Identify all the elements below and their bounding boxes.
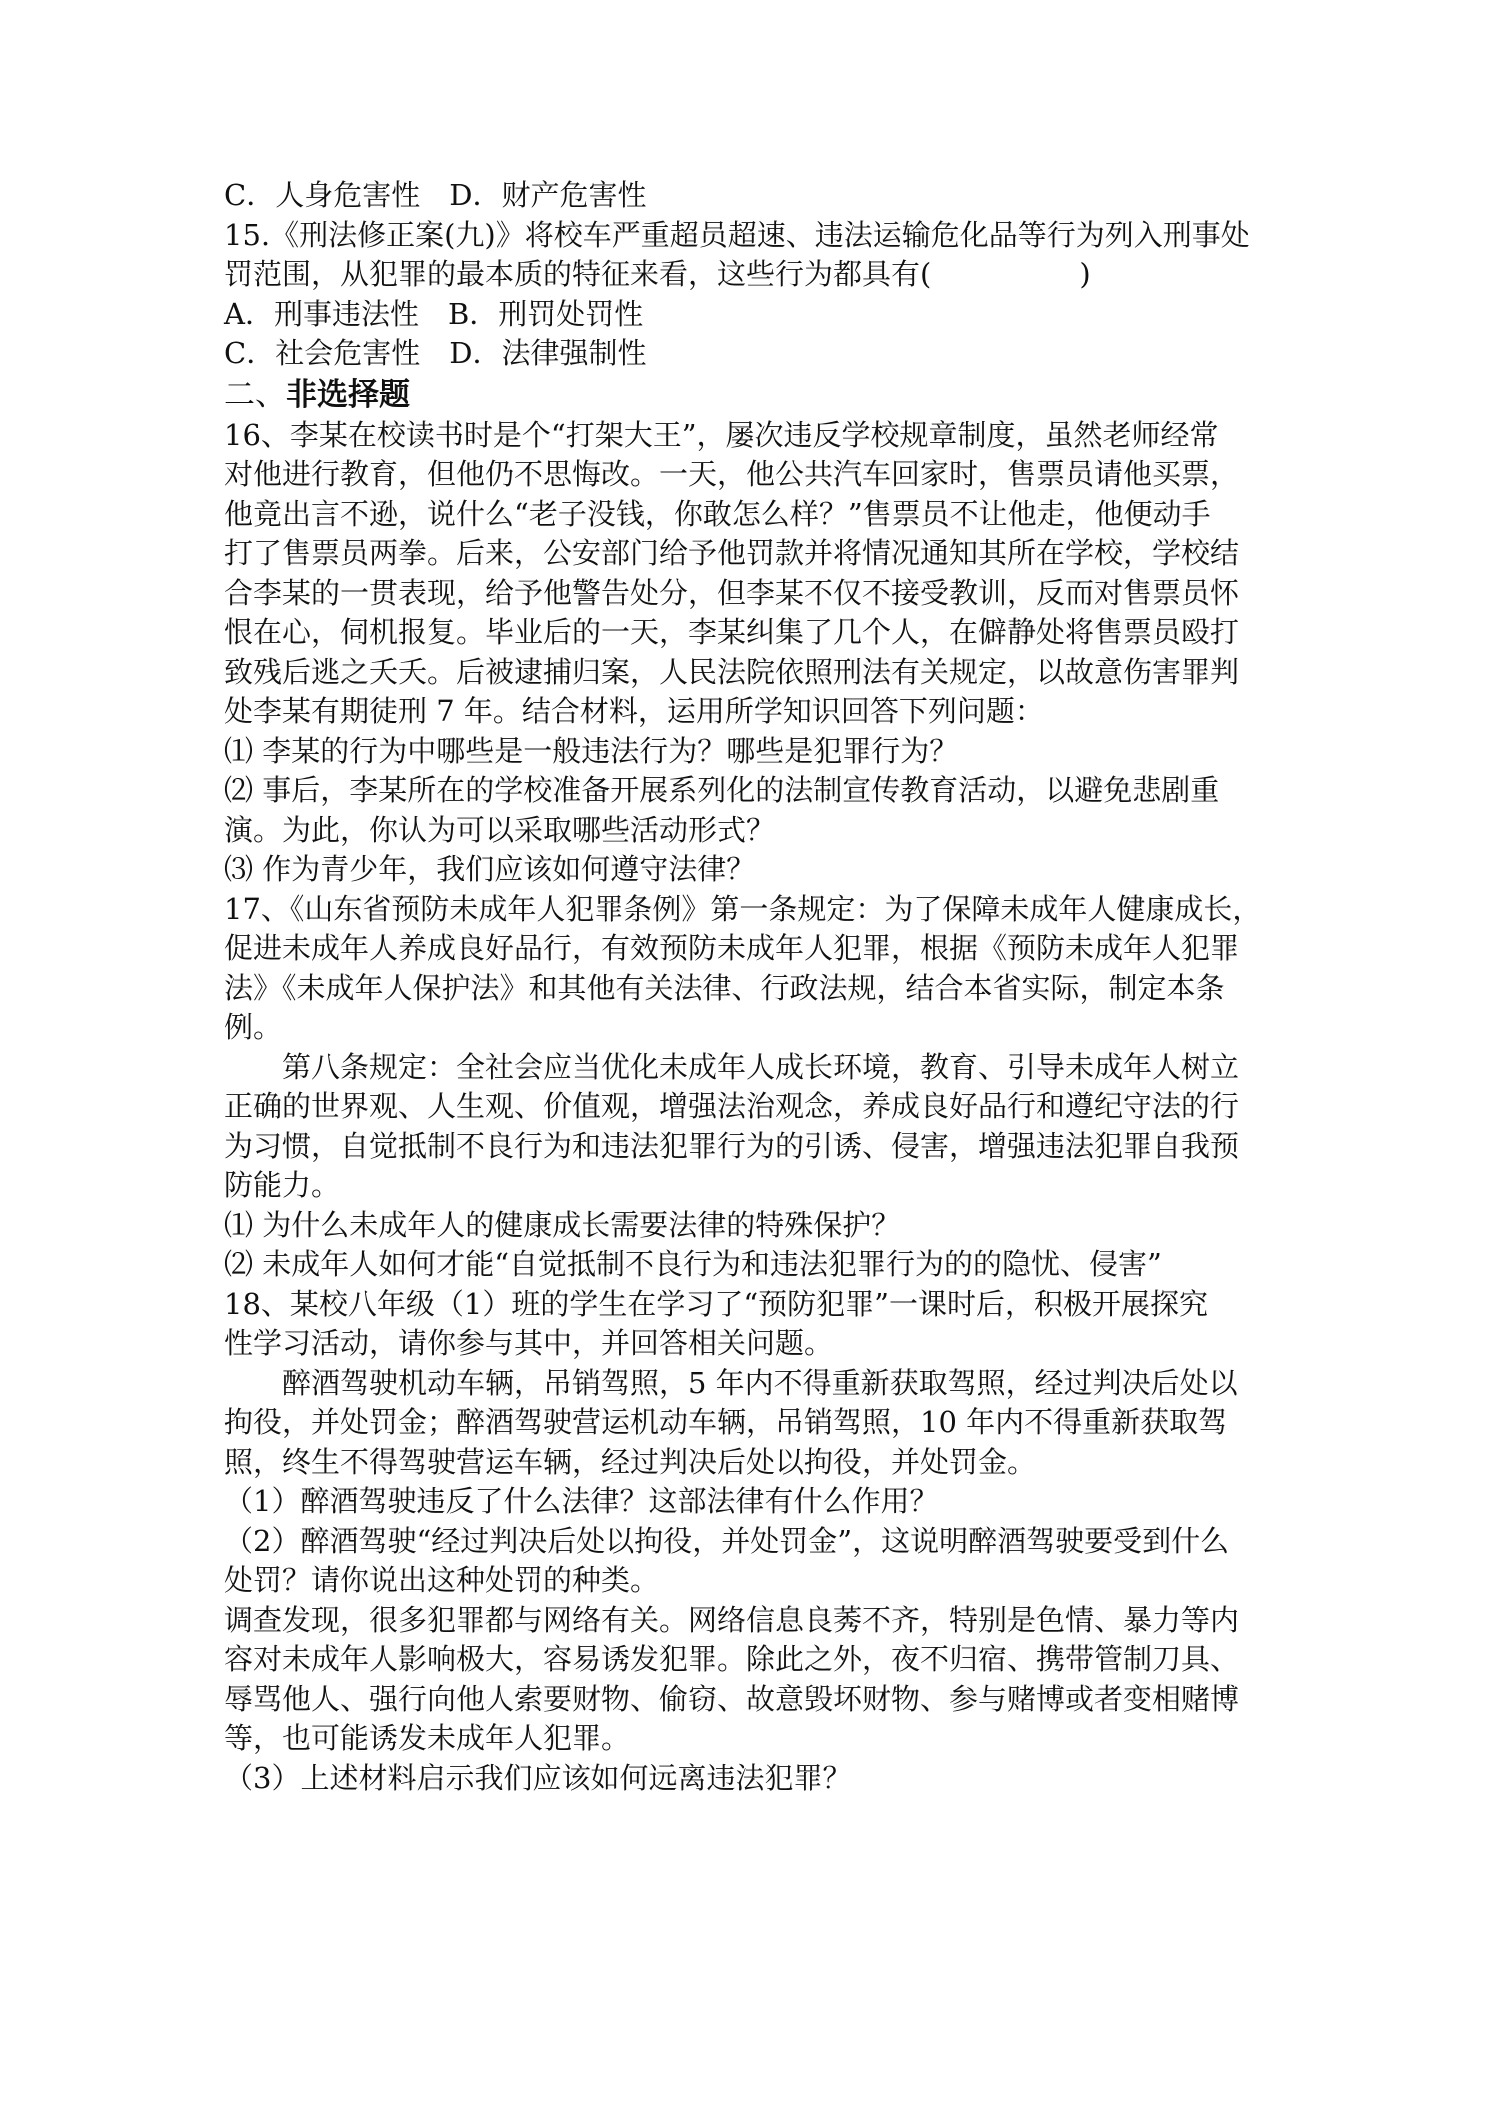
q15-stem-text: 罚范围，从犯罪的最本质的特征来看，这些行为都具有(	[224, 257, 932, 291]
q18-survey-line: 调查发现，很多犯罪都与网络有关。网络信息良莠不齐，特别是色情、暴力等内	[224, 1602, 1240, 1637]
q16-line: 16、李某在校读书时是个“打架大王”，屡次违反学校规章制度，虽然老师经常	[224, 417, 1219, 452]
q16-line: 处李某有期徒刑 7 年。结合材料，运用所学知识回答下列问题：	[224, 694, 1044, 728]
q18-survey-line: 容对未成年人影响极大，容易诱发犯罪。除此之外，夜不归宿、携带管制刀具、	[224, 1642, 1240, 1676]
question-16	[224, 416, 1264, 890]
q17-line: 例。	[224, 1010, 283, 1044]
q16-line: 他竟出言不逊，说什么“老子没钱，你敢怎么样？”售票员不让他走，他便动手	[224, 496, 1211, 531]
question-18	[224, 1285, 1264, 1799]
q18-material-line: 照，终生不得驾驶营运车辆，经过判决后处以拘役，并处罚金。	[224, 1444, 1037, 1479]
q16-line: 打了售票员两拳。后来，公安部门给予他罚款并将情况通知其所在学校，学校结	[224, 536, 1240, 570]
q18-sub-question-1: （1）醉酒驾驶违反了什么法律？这部法律有什么作用？	[224, 1484, 939, 1518]
q15-closing-paren: )	[1079, 257, 1091, 291]
q18-survey-line: 辱骂他人、强行向他人索要财物、偷窃、故意毁坏财物、参与赌博或者变相赌博	[224, 1681, 1240, 1716]
q18-intro-line: 性学习活动，请你参与其中，并回答相关问题。	[224, 1326, 834, 1360]
q15-stem-line-2	[224, 255, 1264, 295]
section-2-number: 二、	[224, 376, 286, 413]
worksheet-page	[224, 176, 1264, 1798]
q17-line: 促进未成年人养成良好品行，有效预防未成年人犯罪，根据《预防未成年人犯罪	[224, 931, 1240, 965]
q15-options-ab: A．刑事违法性 B．刑罚处罚性	[224, 296, 644, 331]
q16-line: 恨在心，伺机报复。毕业后的一天，李某纠集了几个人，在僻静处将售票员殴打	[224, 615, 1240, 649]
q17-sub-question-1: ⑴ 为什么未成年人的健康成长需要法律的特殊保护？	[224, 1207, 901, 1242]
q16-sub-question-3: ⑶ 作为青少年，我们应该如何遵守法律？	[224, 852, 756, 886]
q18-material-line: 醉酒驾驶机动车辆，吊销驾照，5 年内不得重新获取驾照，经过判决后处以	[282, 1365, 1238, 1400]
q18-sub-question-3: （3）上述材料启示我们应该如何远离违法犯罪？	[224, 1760, 852, 1795]
q16-line: 对他进行教育，但他仍不思悔改。一天，他公共汽车回家时，售票员请他买票，	[224, 457, 1240, 491]
q17-line: 法》《未成年人保护法》和其他有关法律、行政法规，结合本省实际，制定本条	[224, 970, 1225, 1005]
q16-line: 致残后逃之夭夭。后被逮捕归案，人民法院依照刑法有关规定，以故意伤害罪判	[224, 654, 1240, 689]
q17-article-8-line: 第八条规定：全社会应当优化未成年人成长环境，教育、引导未成年人树立	[282, 1049, 1240, 1084]
q18-intro-line: 18、某校八年级（1）班的学生在学习了“预防犯罪”一课时后，积极开展探究	[224, 1286, 1209, 1321]
q17-article-8-line: 为习惯，自觉抵制不良行为和违法犯罪行为的引诱、侵害，增强违法犯罪自我预	[224, 1128, 1240, 1163]
q16-line: 合李某的一贯表现，给予他警告处分，但李某不仅不接受教训，反而对售票员怀	[224, 575, 1240, 610]
q16-sub-question-2-cont: 演。为此，你认为可以采取哪些活动形式？	[224, 812, 776, 847]
q18-sub-question-2: （2）醉酒驾驶“经过判决后处以拘役，并处罚金”，这说明醉酒驾驶要受到什么	[224, 1523, 1230, 1558]
section-2-heading	[224, 374, 1264, 416]
q18-sub-question-2-cont: 处罚？请你说出这种处罚的种类。	[224, 1563, 660, 1597]
q17-article-8-line: 防能力。	[224, 1168, 341, 1202]
q15-options-cd: C．社会危害性 D．法律强制性	[224, 336, 647, 370]
question-17	[224, 890, 1264, 1285]
q17-article-8-line: 正确的世界观、人生观、价值观，增强法治观念，养成良好品行和遵纪守法的行	[224, 1089, 1240, 1123]
q14-options-cd: C．人身危害性 D．财产危害性	[224, 178, 647, 212]
question-15	[224, 216, 1264, 374]
q17-line: 17、《山东省预防未成年人犯罪条例》第一条规定：为了保障未成年人健康成长，	[224, 891, 1262, 926]
q18-material-line: 拘役，并处罚金；醉酒驾驶营运机动车辆，吊销驾照，10 年内不得重新获取驾	[224, 1405, 1228, 1439]
section-2-title: 非选择题	[286, 376, 410, 413]
q16-sub-question-2: ⑵ 事后，李某所在的学校准备开展系列化的法制宣传教育活动，以避免悲剧重	[224, 773, 1220, 807]
q16-sub-question-1: ⑴ 李某的行为中哪些是一般违法行为？哪些是犯罪行为？	[224, 733, 959, 768]
q15-stem-line-1: 15.《刑法修正案(九)》将校车严重超员超速、违法运输危化品等行为列入刑事处	[224, 217, 1250, 252]
q18-survey-line: 等，也可能诱发未成年人犯罪。	[224, 1721, 631, 1755]
q17-sub-question-2: ⑵ 未成年人如何才能“自觉抵制不良行为和违法犯罪行为的的隐忧、侵害”	[224, 1247, 1162, 1281]
